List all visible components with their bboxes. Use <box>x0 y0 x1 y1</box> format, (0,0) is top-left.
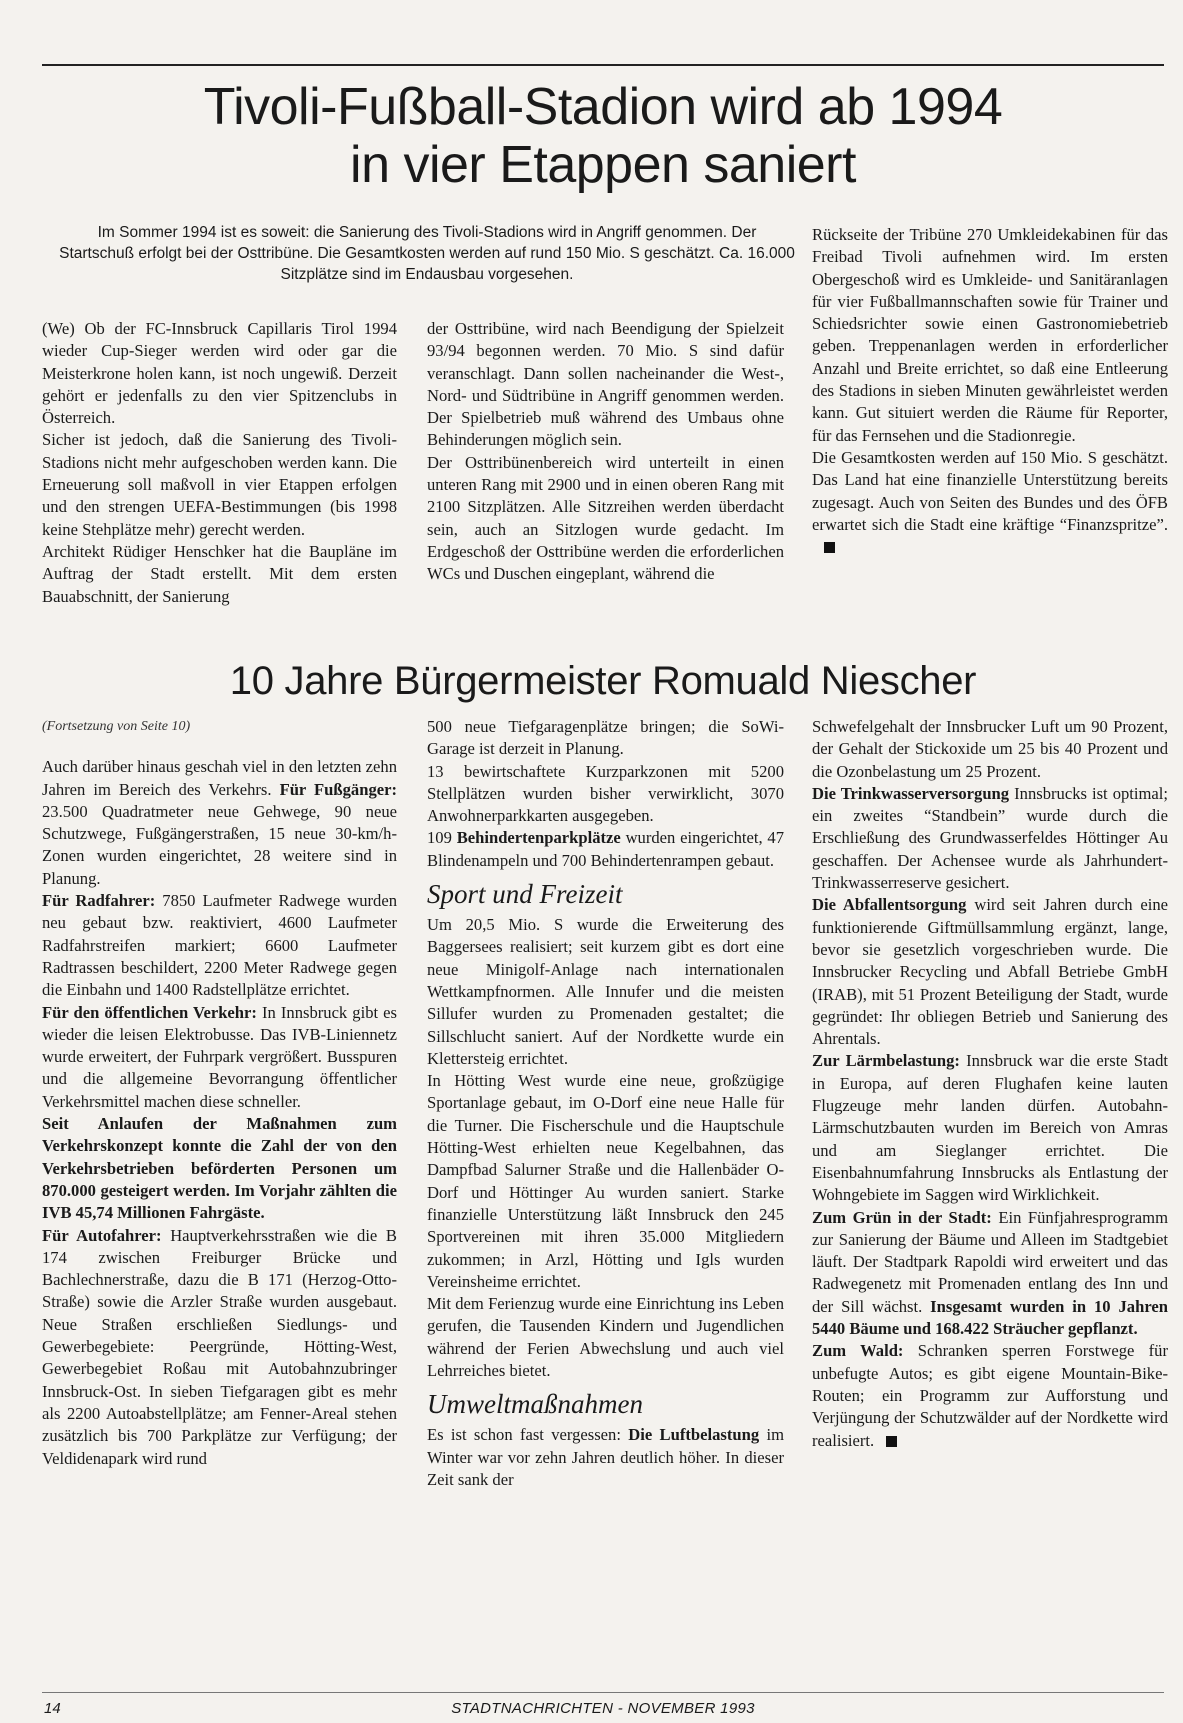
paragraph: Der Osttribünenbereich wird unterteilt in einen unteren Rang mit 2900 und in einen oberen Rang mit 2100 Sitzplätzen. Alle Sitzreihen werden überdacht sein, auch an Sitzlogen wurde gedacht. Im Erdgeschoß der Osttribüne werden die erforderlichen WCs und Duschen eingeplant, während die <box>427 452 784 584</box>
inline-bold: Für Fußgänger: <box>279 779 397 799</box>
article1-headline <box>42 78 1164 194</box>
inline-text: 23.500 Quadratmeter neue Gehwege, 90 neue Schutzwege, Fußgängerstraßen, 15 neue 30-km/h-Zonen wurden eingerichtet, 28 weitere sind in Planung. <box>42 801 397 888</box>
paragraph: 13 bewirtschaftete Kurzparkzonen mit 5200 Stellplätzen wurden bisher verwirklicht, 3070 Anwohnerparkkarten ausgegeben. <box>427 761 784 826</box>
paragraph: Es ist schon fast vergessen: Die Luftbelastung im Winter war vor zehn Jahren deutlich höher. In dieser Zeit sank der <box>427 1425 784 1489</box>
article2-column-3 <box>812 716 1168 1452</box>
paragraph: Schwefelgehalt der Innsbrucker Luft um 90 Prozent, der Gehalt der Stickoxide um 25 bis 40 Prozent und die Ozonbelastung um 25 Prozent. <box>812 717 1168 781</box>
paragraph: Rückseite der Tribüne 270 Umkleidekabinen für das Freibad Tivoli aufnehmen wird. Im ersten Obergeschoß wird es Umkleide- und Sanitäranlagen für vier Fußballmannschaften sowie für Trainer und Schiedsrichter sowie einen Gastronomiebetrieb geben. Treppenanlagen werden in erforderlicher Anzahl und Breite errichtet, so daß eine Entleerung des Stadions in sieben Minuten gewährleistet werden kann. Gut situiert werden die Räume für Reporter, für das Fernsehen und die Stadionregie. <box>812 225 1168 445</box>
section-heading-umwelt: Umweltmaßnahmen <box>427 1389 643 1420</box>
paragraph: Sicher ist jedoch, daß die Sanierung des Tivoli-Stadions nicht mehr aufgeschoben werden kann. Die Erneuerung soll maßvoll in vier Etappen erfolgen und den strengen UEFA-Bestimmungen (bis 1998 keine Stehplätze mehr) gerecht werden. <box>42 430 397 539</box>
paragraph: Um 20,5 Mio. S wurde die Erweiterung des Baggersees realisiert; seit kurzem gibt es dort eine neue Minigolf-Anlage nach internationalen Wettkampfnormen. Alle Innufer und die meisten Sillufer wurden zu Promenaden gestaltet; die Sillschlucht saniert. Auf der Nordkette wurde ein Klettersteig errichtet. <box>427 915 784 1068</box>
paragraph-text: Die Gesamtkosten werden auf 150 Mio. S geschätzt. Das Land hat eine finanzielle Unterstützung bereits zugesagt. Auch von Seiten des Bundes und des ÖFB erwartet sich die Stadt eine kräftige “Finanzspritze”. <box>812 447 1168 534</box>
paragraph: In Hötting West wurde eine neue, großzügige Sportanlage gebaut, im O-Dorf eine neue Halle für die Turner. Die Fischerschule und die Hauptschule Hötting-West erhielten neue Kegelbahnen, das Dampfbad Salurner Straße und die Hallenbäder O-Dorf und Höttinger Au wurden saniert. Starke finanzielle Unterstützung läßt Innsbruck den 245 Sportvereinen mit ihren 35.000 Mitgliedern zukommen; in Arzl, Hötting und Igls wurden Vereinsheime errichtet. <box>427 1071 784 1291</box>
article1-column-3 <box>812 224 1168 558</box>
paragraph: der Osttribüne, wird nach Beendigung der Spielzeit 93/94 begonnen werden. 70 Mio. S sind dafür veranschlagt. Dann sollen nacheinander die West-, Nord- und Südtribüne in Angriff genommen werden. Der Spielbetrieb muß während des Umbaus ohne Behinderungen möglich sein. <box>427 319 784 450</box>
article1-column-1 <box>42 318 397 608</box>
paragraph: 109 Behindertenparkplätze wurden eingerichtet, 47 Blindenampeln und 700 Behindertenrampen gebaut. <box>427 828 784 870</box>
article2-column-1 <box>42 716 397 1470</box>
paragraph: Für Autofahrer: Hauptverkehrsstraßen wie die B 174 zwischen Freiburger Brücke und Bachlechnerstraße, dazu die B 171 (Herzog-Otto-Straße) sowie die Arzler Straße wurden ausgebaut. Neue Straßen erschließen Siedlungs- und Gewerbegebiete: Peergründe, Hötting-West, Gewerbegebiet Roßau mit Autobahnzubringer Innsbruck-Ost. In sieben Tiefgaragen gibt es mehr als 2200 Autoabstellplätze; am Fenner-Areal stehen zusätzlich bis 700 Parkplätze zur Verfügung; der Veldidenapark wird rund <box>42 1225 397 1468</box>
end-of-article-mark <box>886 1436 897 1447</box>
paragraph: Zum Wald: Schranken sperren Forstwege für unbefugte Autos; es gibt eigene Mountain-Bike-Routen; ein Programm zur Aufforstung und Verjüngung der Schutzwälder auf der Nordkette wird realisiert. <box>812 1341 1168 1450</box>
paragraph: 500 neue Tiefgaragenplätze bringen; die SoWi-Garage ist derzeit in Planung. <box>427 717 784 759</box>
paragraph: Seit Anlaufen der Maßnahmen zum Verkehrskonzept konnte die Zahl der von den Verkehrsbetrieben beförderten Personen um 870.000 gesteigert werden. Im Vorjahr zählten die IVB 45,74 Millionen Fahrgäste. <box>42 1114 397 1223</box>
paragraph: Auch darüber hinaus geschah viel in den letzten zehn Jahren im Bereich des Verkehrs. Für Fußgänger: 23.500 Quadratmeter neue Gehwege, 90 neue Schutzwege, Fußgängerstraßen, 15 neue 30-km/h-Zonen wurden eingerichtet, 28 weitere sind in Planung. <box>42 757 397 888</box>
headline-line1: Tivoli-Fußball-Stadion wird ab 1994 <box>203 78 1003 136</box>
paragraph: Die Trinkwasserversorgung Innsbrucks ist optimal; ein zweites “Standbein” wurde durch die Erschließung des Grundwasserfeldes Höttinger Au geschaffen. Der Achensee wurde als Jahrhundert-Trinkwasserreserve gesichert. <box>812 783 1169 893</box>
paragraph: Architekt Rüdiger Henschker hat die Baupläne im Auftrag der Stadt erstellt. Mit dem ersten Bauabschnitt, der Sanierung <box>42 541 397 606</box>
publication-footer: STADTNACHRICHTEN - NOVEMBER 1993 <box>451 1700 755 1717</box>
paragraph: Für Radfahrer: 7850 Laufmeter Radwege wurden neu gebaut bzw. reaktiviert, 4600 Laufmeter Radfahrstreifen markiert; 6600 Laufmeter Radtrassen beschildert, 2200 Meter Radwege gegen die Einbahn und 1400 Radstellplätze errichtet. <box>42 891 397 1000</box>
page-number: 14 <box>44 1700 61 1717</box>
headline-line2: in vier Etappen saniert <box>350 136 856 194</box>
paragraph: Zum Grün in der Stadt: Ein Fünfjahresprogramm zur Sanierung der Bäume und Alleen im Stadtgebiet läuft. Der Stadtpark Rapoldi wird erweitert und das Radwegenetz mit Promenaden entlang des Inn und der Sill wächst. Insgesamt wurden in 10 Jahren 5440 Bäume und 168.422 Sträucher gepflanzt. <box>812 1207 1168 1339</box>
article1-column-2 <box>427 318 784 586</box>
paragraph: Zur Lärmbelastung: Innsbruck war die erste Stadt in Europa, auf deren Flughafen keine lauten Flugzeuge mehr landen dürfen. Autobahn-Lärmschutzbauten wurden im Bereich von Amras und am Sieglanger errichtet. Die Eisenbahnumfahrung Innsbrucks als Entlastung der Wohngebiete im Saggen wird Wirklichkeit. <box>812 1051 1169 1205</box>
paragraph: Für den öffentlichen Verkehr: In Innsbruck gibt es wieder die leisen Elektrobusse. Das IVB-Liniennetz wurde erweitert, der Fuhrpark vergrößert. Busspuren und die allgemeine Bevorrangung öffentlicher Verkehrsmittel machen diese schneller. <box>42 1002 397 1111</box>
paragraph: Mit dem Ferienzug wurde eine Einrichtung ins Leben gerufen, die Tausenden Kindern und Jugendlichen während der Ferien Abwechslung und auch viel Lehrreiches bietet. <box>427 1294 784 1381</box>
paragraph: Die Abfallentsorgung wird seit Jahren durch eine funktionierende Giftmüllsammlung ergänzt, lange, bevor sie gesetzlich vorgeschrieben wurde. Die Innsbrucker Recycling und Abfall Betriebe GmbH (IRAB), mit 51 Prozent Beteiligung der Stadt, wurde gegründet: Ihr obliegen Betrieb und Sanierung des Ahrentals. <box>812 895 1168 1049</box>
section-heading-sport: Sport und Freizeit <box>427 879 623 910</box>
paragraph <box>812 447 1168 558</box>
paragraph: (We) Ob der FC-Innsbruck Capillaris Tirol 1994 wieder Cup-Sieger werden wird oder gar die Meisterkrone holen kann, ist noch ungewiß. Derzeit gehört er jedenfalls zu den vier Spitzenclubs in Österreich. <box>42 319 397 428</box>
article1-lead: Im Sommer 1994 ist es soweit: die Sanierung des Tivoli-Stadions wird in Angriff genommen. Der Startschuß erfolgt bei der Osttribüne. Die Gesamtkosten werden auf rund 150 Mio. S geschätzt. Ca. 16.000 Sitzplätze sind im Endausbau vorgesehen. <box>59 224 795 283</box>
end-of-article-mark <box>824 542 835 553</box>
article2-headline: 10 Jahre Bürgermeister Romuald Niescher <box>229 659 977 703</box>
continued-note: (Fortsetzung von Seite 10) <box>42 719 191 734</box>
article2-column-2 <box>427 716 784 1491</box>
footer-rule <box>42 1692 1164 1693</box>
top-rule <box>42 64 1164 66</box>
